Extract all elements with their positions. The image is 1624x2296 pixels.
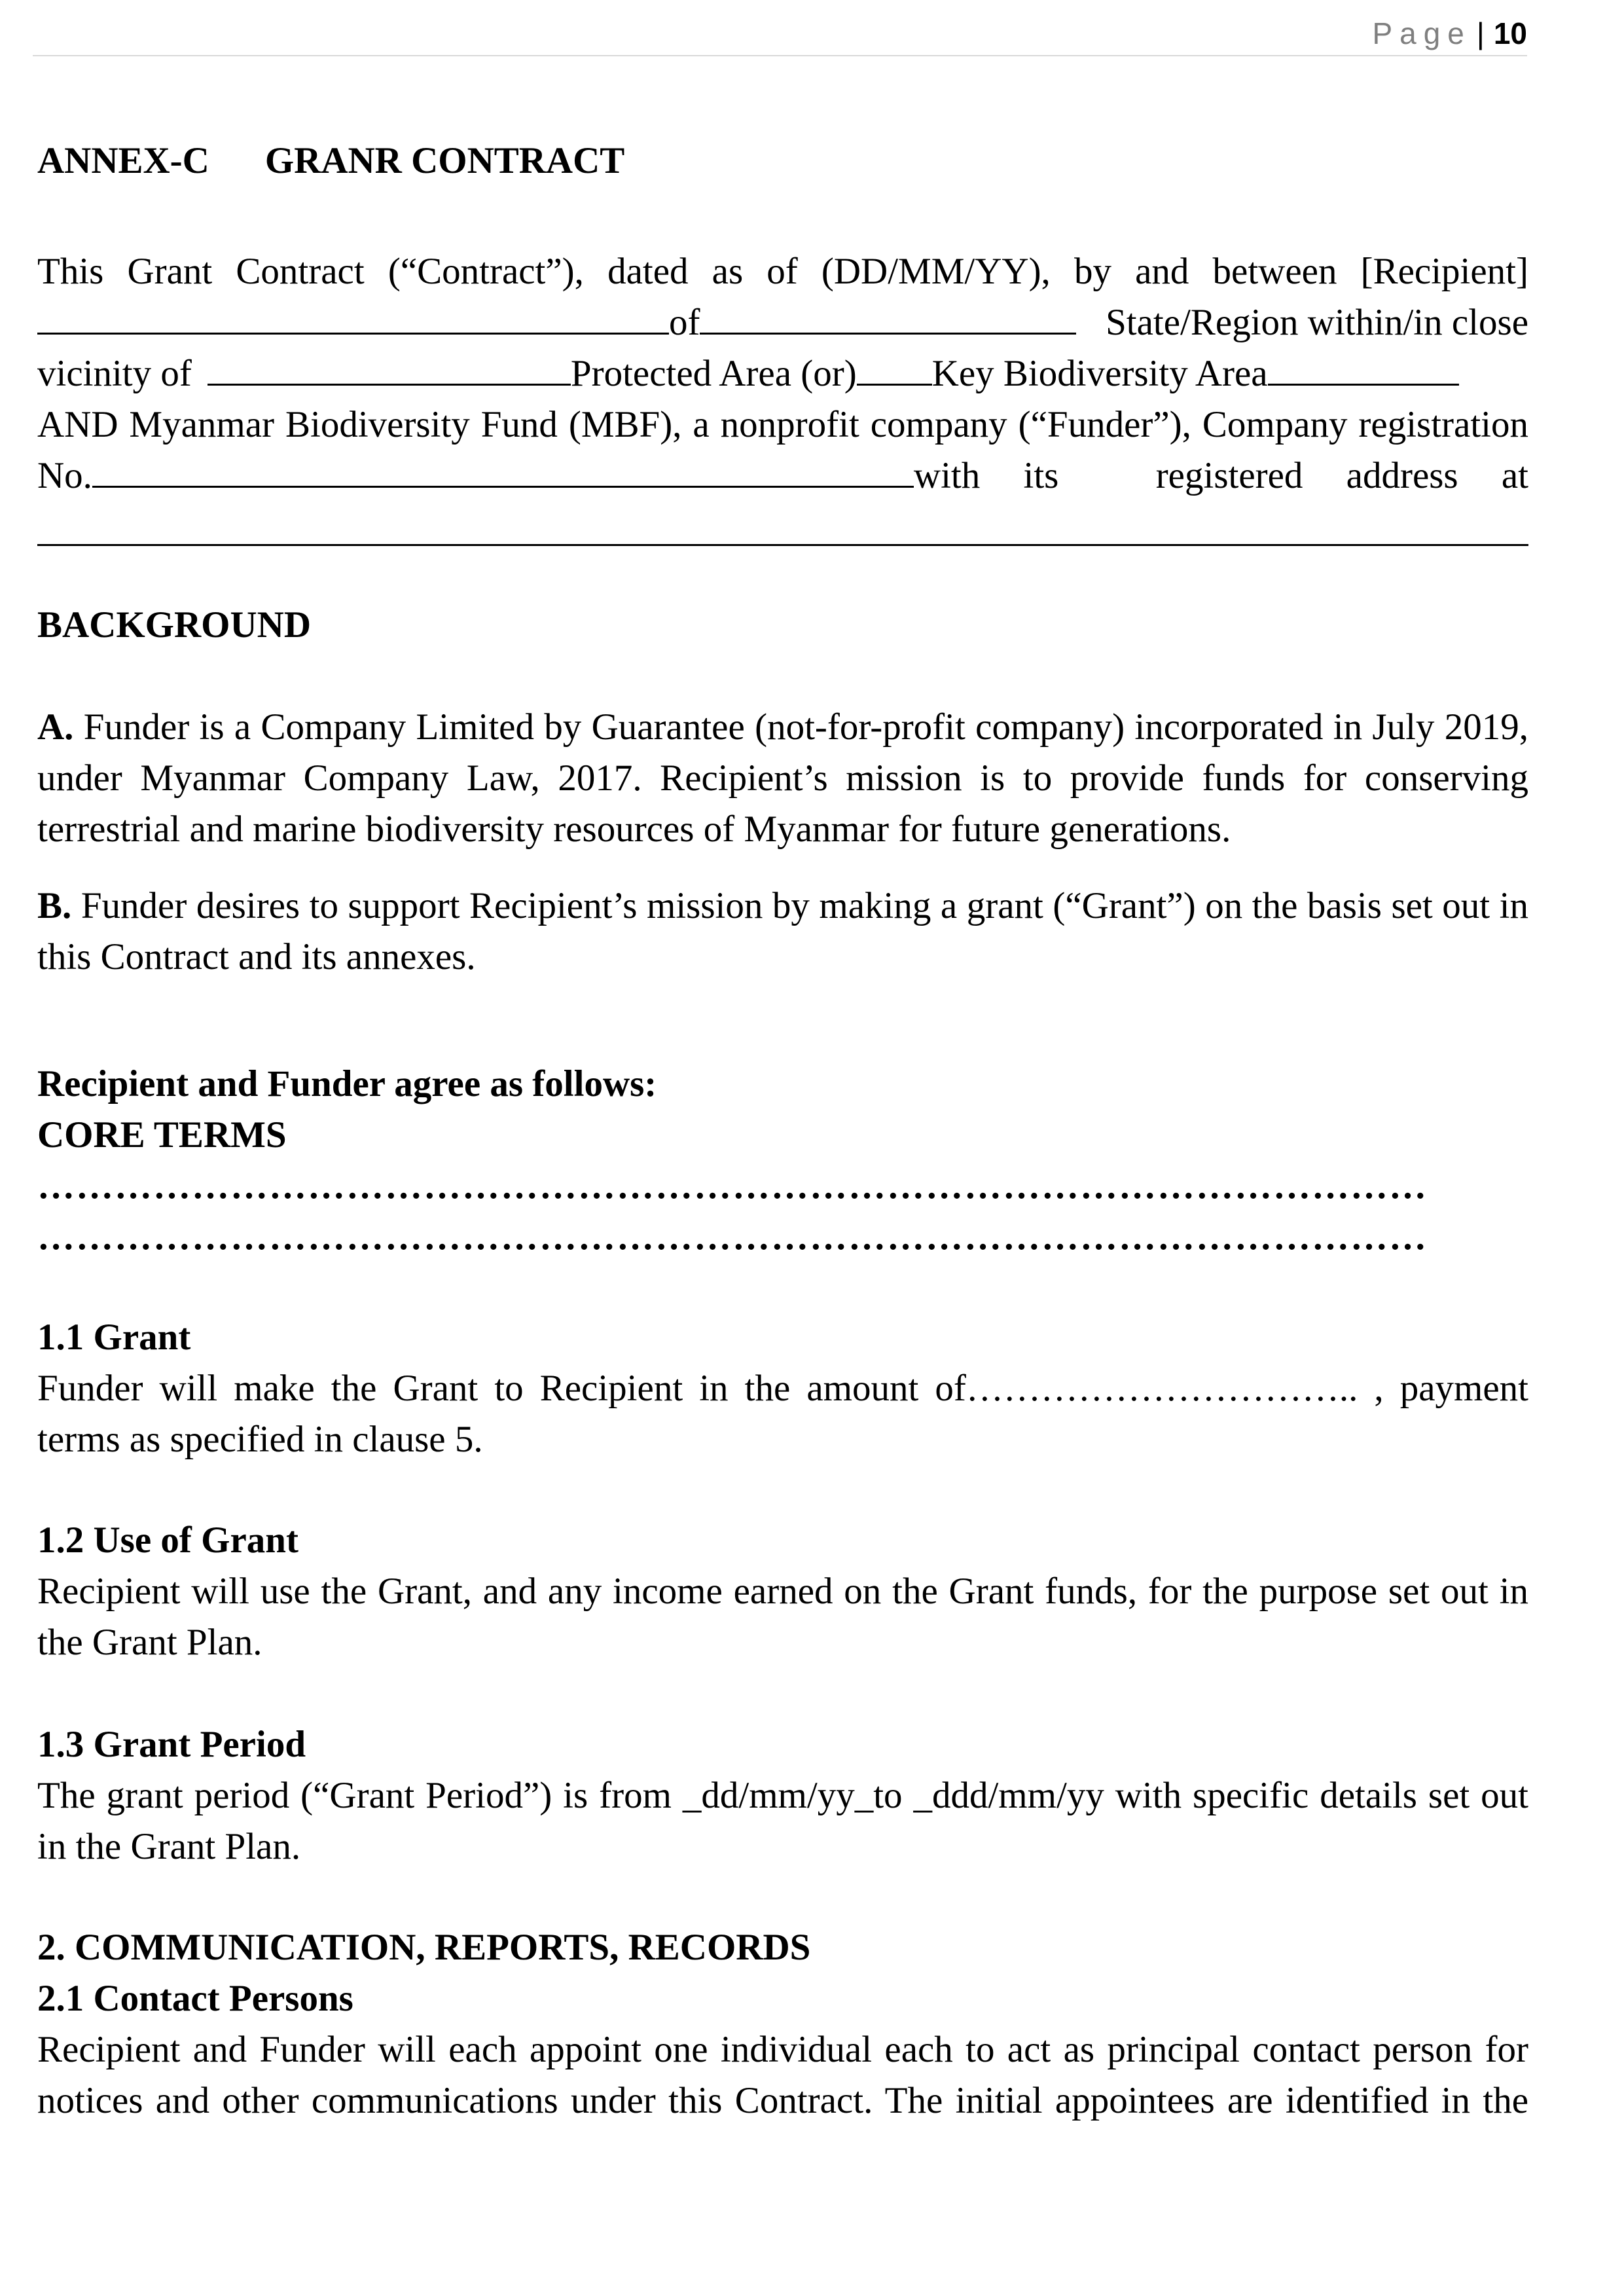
preamble-line-4: AND Myanmar Biodiversity Fund (MBF), a nonprofit company (“Funder”), Company registration xyxy=(37,404,1528,445)
preamble-with-its: with its xyxy=(913,455,1059,497)
section-2-1-heading: 2.1 Contact Persons xyxy=(37,1978,353,2019)
registration-number-blank xyxy=(92,450,914,488)
recipient-name-blank xyxy=(37,297,669,335)
page-number xyxy=(1372,12,1527,55)
preamble-line-2 xyxy=(37,297,1528,348)
section-1-3-heading: 1.3 Grant Period xyxy=(37,1724,306,1765)
preamble-line-1: This Grant Contract (“Contract”), dated as of (DD/MM/YY), by and between [Recipient] xyxy=(37,251,1528,292)
clause-b-text: Funder desires to support Recipient’s mission by making a grant (“Grant”) on the basis set out in this Contract and its annexes. xyxy=(37,885,1528,977)
preamble-registered-address: registered address at xyxy=(1155,455,1528,496)
page-number-value: 10 xyxy=(1493,16,1527,50)
protected-area-blank xyxy=(208,348,571,386)
preamble-of: of xyxy=(669,302,700,344)
section-1-2-heading: 1.2 Use of Grant xyxy=(37,1520,298,1561)
annex-label: ANNEX-C xyxy=(37,140,209,181)
clause-b-label: B. xyxy=(37,885,72,926)
preamble-protected-area: Protected Area (or) xyxy=(570,353,857,395)
preamble-line-3 xyxy=(37,348,1528,399)
clause-a-label: A. xyxy=(37,706,74,748)
or-blank xyxy=(857,348,932,386)
page-header xyxy=(33,12,1527,56)
address-blank-line xyxy=(37,544,1528,546)
agreement-intro: Recipient and Funder agree as follows: xyxy=(37,1063,657,1104)
section-1-1-text-line-2: terms as specified in clause 5. xyxy=(37,1419,483,1460)
section-1-1-text-line-1: Funder will make the Grant to Recipient in the amount of………………………….. , payment xyxy=(37,1368,1528,1409)
state-region-blank xyxy=(700,297,1076,335)
preamble-no: No. xyxy=(37,455,92,497)
section-2-heading: 2. COMMUNICATION, REPORTS, RECORDS xyxy=(37,1927,811,1968)
document-title xyxy=(37,136,1528,187)
section-1-2-text: Recipient will use the Grant, and any income earned on the Grant funds, for the purpose set out in the Grant Plan. xyxy=(37,1571,1528,1663)
core-terms-heading: CORE TERMS xyxy=(37,1114,287,1156)
background-clause-a xyxy=(37,702,1528,855)
preamble-state-region: State/Region within/in close xyxy=(1106,302,1528,343)
dotted-line-2: ……………………………………………………………………………………………… xyxy=(37,1216,1428,1258)
background-heading: BACKGROUND xyxy=(37,604,312,646)
preamble-kba: Key Biodiversity Area xyxy=(931,353,1268,395)
page-separator: | xyxy=(1476,16,1485,50)
page-label: Page xyxy=(1372,16,1471,50)
kba-blank xyxy=(1268,348,1459,386)
preamble-vicinity: vicinity of xyxy=(37,353,192,395)
section-1-3-text: The grant period (“Grant Period”) is from _dd/mm/yy_to _ddd/mm/yy with specific details set out in the Grant Plan. xyxy=(37,1775,1528,1867)
contract-title: GRANR CONTRACT xyxy=(264,140,625,181)
clause-a-text: Funder is a Company Limited by Guarantee (not-for-profit company) incorporated in July 2019, under Myanmar Company Law, 2017. Recipient’s mission is to provide funds for conserving terrestrial and marine biodiversity resources of Myanmar for future generations. xyxy=(37,706,1529,850)
section-2-1-text: Recipient and Funder will each appoint one individual each to act as principal contact person for notices and other communications under this Contract. The initial appointees are identified in the xyxy=(37,2029,1528,2121)
dotted-line-1: ……………………………………………………………………………………………… xyxy=(37,1165,1428,1207)
section-1-1-heading: 1.1 Grant xyxy=(37,1317,191,1358)
background-clause-b xyxy=(37,881,1528,983)
preamble-line-5 xyxy=(37,450,1528,501)
